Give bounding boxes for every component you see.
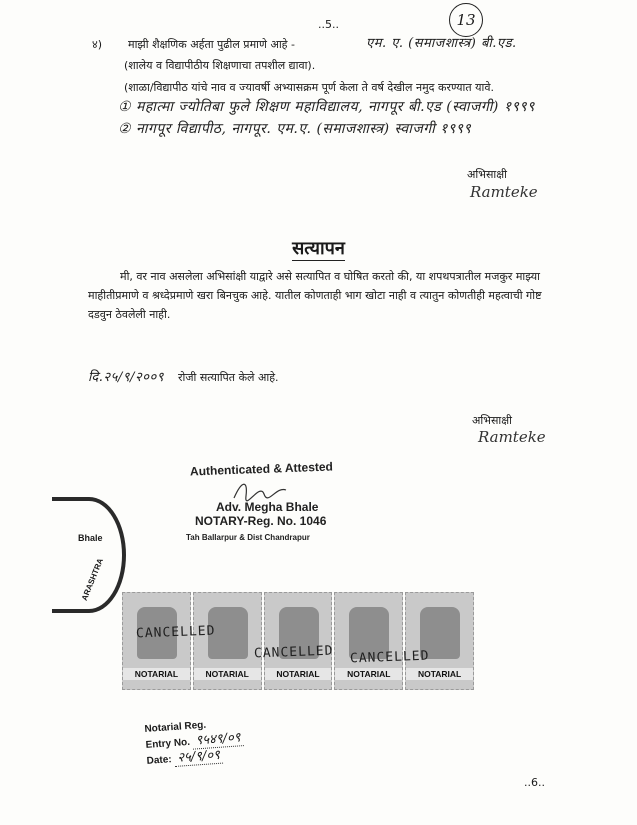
notarial-stamp: NOTARIAL <box>334 592 403 690</box>
deponent-signature-2: Ramteke <box>478 428 546 446</box>
notarial-stamps <box>122 592 476 690</box>
entry-date-value: २५/९/०९ <box>174 748 224 767</box>
page-top-marker: ..5.. <box>318 18 339 31</box>
page-corner-number: 13 <box>449 3 483 37</box>
entry-title: Notarial Reg. <box>144 719 207 735</box>
entry-date-label: Date: <box>146 754 173 767</box>
cancelled-mark: CANCELLED <box>349 648 430 667</box>
seal-text-2: ARASHTRA <box>79 557 106 602</box>
notary-name: Adv. Megha Bhale <box>216 500 319 514</box>
item-number: ४) <box>92 38 103 51</box>
verification-paragraph: मी, वर नाव असलेला अभिसांक्षी याद्वारे असे सत्यापित व घोषित करतो की, या शपथपत्रातील मजकुर माझ्या माहीतीप्रमाणे व श्रध्देप्रमाणे खरा बिनचुक आहे. यातील कोणताही भाग खोटा नाही व त्यातुन कोणतीही महत्वाची गोष्ट दडवुन ठेवलेली नाही. <box>88 270 542 321</box>
notarial-stamp: NOTARIAL <box>193 592 262 690</box>
page-bottom-marker: ..6.. <box>524 776 545 789</box>
qualification-note: (शालेय व विद्यापीठीय शिक्षणाचा तपशील द्यावा). <box>124 59 316 72</box>
deponent-label-2: अभिसाक्षी <box>472 414 513 427</box>
cancelled-mark: CANCELLED <box>253 643 334 662</box>
qualification-entry-2: ② नागपूर विद्यापीठ, नागपूर. एम.ए. (समाजशास्त्र) स्वाजगी १९९९ <box>118 121 472 137</box>
notarial-stamp: NOTARIAL <box>405 592 474 690</box>
verification-heading: सत्यापन <box>292 238 345 259</box>
verification-date: दि.२५/९/२००९ <box>88 370 164 385</box>
qualification-handwritten: एम. ए. (समाजशास्त्र) बी.एड. <box>366 36 517 51</box>
notary-reg: NOTARY-Reg. No. 1046 <box>195 514 327 528</box>
notary-place: Tah Ballarpur & Dist Chandrapur <box>186 533 310 542</box>
cancelled-mark: CANCELLED <box>135 623 216 642</box>
seal-text: Bhale <box>78 533 103 543</box>
notarial-stamp: NOTARIAL <box>264 592 333 690</box>
qualification-entry-1: ① महात्मा ज्योतिबा फुले शिक्षण महाविद्यालय, नागपूर बी.एड (स्वाजगी) १९९९ <box>118 99 535 115</box>
notary-seal <box>52 497 126 613</box>
attested-stamp: Authenticated & Attested <box>189 459 334 479</box>
qualification-line: माझी शैक्षणिक अर्हता पुढील प्रमाणे आहे - <box>128 38 295 51</box>
entry-no-value: ९५४९/०९ <box>192 730 244 750</box>
deponent-signature: Ramteke <box>470 183 538 201</box>
notarial-stamp: NOTARIAL <box>122 592 191 690</box>
deponent-label: अभिसाक्षी <box>467 168 508 181</box>
qualification-instruction: (शाळा/विद्यापीठ यांचे नाव व ज्यावर्षी अभ्यासक्रम पूर्ण केला ते वर्ष देखील नमुद करण्यात यावे. <box>124 81 495 94</box>
entry-no-label: Entry No. <box>145 736 191 751</box>
notarial-entry-stamp <box>144 715 245 769</box>
verification-date-suffix: रोजी सत्यापित केले आहे. <box>178 371 279 384</box>
